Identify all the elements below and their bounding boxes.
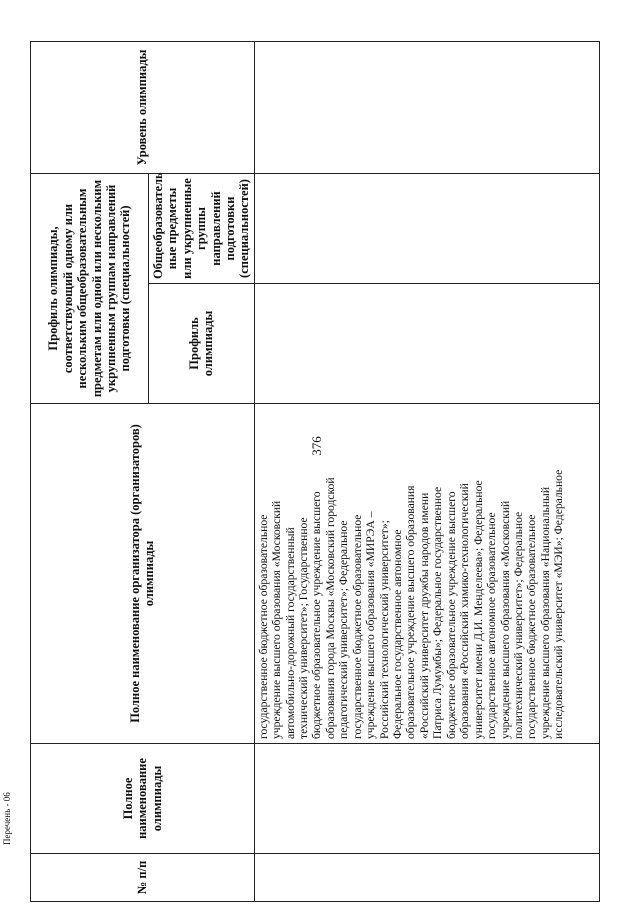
organizer-line: педагогический университет»; Федеральное [337, 520, 351, 739]
header-level: Уровень олимпиады [31, 41, 255, 173]
organizer-line: автомобильно-дорожный государственный [283, 527, 297, 739]
header-organizer: Полное наименование организатора (организаторов) олимпиады [31, 404, 255, 744]
organizer-line: политехнический университет»; Федеральное [511, 511, 525, 739]
cell-num [254, 854, 599, 902]
organizer-line: учреждение высшего образования «МИРЭА – [364, 511, 378, 739]
organizer-line: образования «Российский химико-технологический [458, 483, 472, 739]
olympiad-table [30, 41, 600, 902]
page-number: 376 [308, 436, 324, 456]
organizer-line: исследовательский университет «МЭИ»; Федеральное [552, 469, 566, 739]
organizer-line: бюджетное образовательное учреждение высшего [310, 491, 324, 739]
organizer-line: государственное бюджетное образовательное [525, 514, 539, 739]
header-num: № п/п [31, 854, 255, 902]
cell-level [254, 41, 599, 173]
organizer-line: государственное бюджетное образовательное [350, 514, 364, 739]
table-row [254, 41, 599, 901]
cell-name [254, 744, 599, 854]
organizer-line: учреждение высшего образования «Московский [498, 500, 512, 739]
organizer-line: учреждение высшего образования «Московский [270, 500, 284, 739]
organizer-line: бюджетное образовательное учреждение высшего [444, 491, 458, 739]
header-profile-group: Профиль олимпиады, соответствующий одному или нескольким общеобразовательным предметам или одной или нескольким укрупненным группам направлений подготовки (специальностей) [31, 173, 149, 403]
cell-organizer [254, 404, 599, 744]
organizer-line: государственное автономное образовательное [485, 512, 499, 739]
rotated-table-container [30, 42, 600, 902]
cell-subjects [254, 173, 599, 283]
organizer-line: образования города Москвы «Московский городской [323, 477, 337, 739]
organizer-line: технический университет»; Государственное [296, 517, 310, 739]
organizer-line: университет имени Д.И. Менделеева»; Федеральное [471, 480, 485, 739]
organizer-text [257, 408, 566, 739]
organizer-line: «Российский университет дружбы народов имени [417, 492, 431, 739]
header-profile: Профиль олимпиады [149, 284, 255, 404]
cell-profile [254, 284, 599, 404]
organizer-line: государственное бюджетное образовательное [256, 514, 270, 739]
header-subjects: Общеобразователь ные предметы или укрупненные группы направлений подготовки (специальностей) [149, 173, 255, 283]
organizer-line: образовательное учреждение высшего образования [404, 485, 418, 739]
organizer-line: Федеральное государственное автономное [391, 529, 404, 739]
organizer-line: учреждение высшего образования «Национальный [538, 486, 552, 739]
organizer-line: Патриса Лумумбы»; Федеральное государственное [431, 486, 445, 739]
page-footer: Перечень - 06 [2, 792, 12, 845]
organizer-line: Российский технологический университет»; [377, 520, 391, 739]
header-name: Полное наименование олимпиады [31, 744, 255, 854]
